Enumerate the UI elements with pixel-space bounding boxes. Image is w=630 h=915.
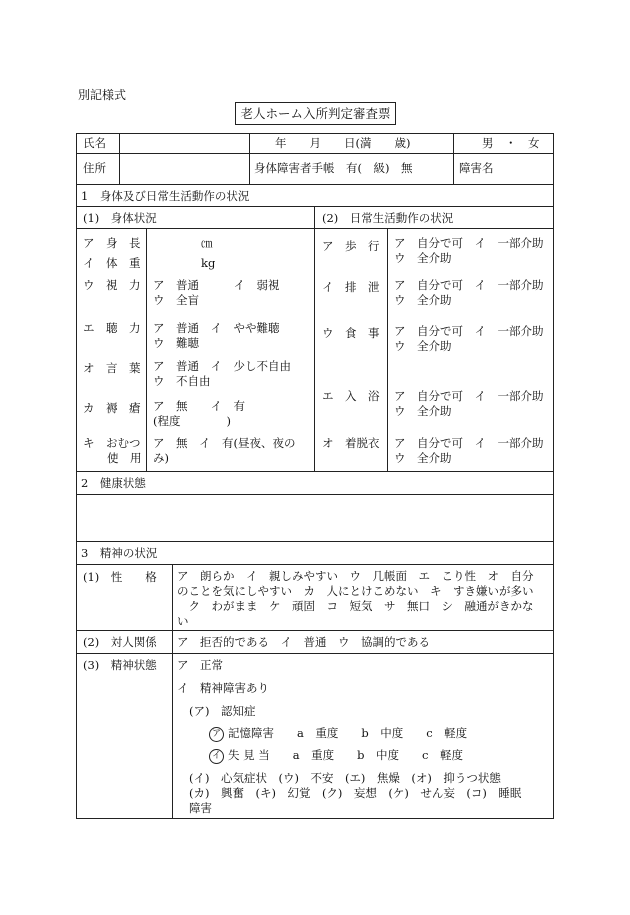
sex: 男 ・ 女: [482, 136, 540, 150]
disability-name-label: 障害名: [459, 161, 494, 175]
memory-impairment-text: 記憶障害 a 重度 b 中度 c 軽度: [228, 726, 468, 740]
rule: [77, 206, 553, 207]
daily-item-option: ア 自分で可 イ 一部介助: [394, 236, 544, 250]
daily-item-label: オ 着脱衣: [322, 436, 380, 450]
body-item-option: ア 普通 イ 弱視: [153, 278, 280, 292]
mental-disorder: イ 精神障害あり: [177, 681, 269, 695]
rule: [146, 228, 147, 471]
relation-value: ア 拒否的である イ 普通 ウ 協調的である: [177, 635, 430, 649]
body-item-option: ウ 不自由: [153, 374, 211, 388]
daily-item-option: ウ 全介助: [394, 404, 452, 418]
rule: [77, 564, 553, 565]
circled-a-icon: ア: [209, 727, 224, 742]
name-label: 氏名: [83, 136, 106, 150]
daily-item-option: ウ 全介助: [394, 339, 452, 353]
daily-item-label: ウ 食 事: [322, 326, 380, 340]
body-item-option: ウ 全盲: [153, 293, 199, 307]
rule: [453, 134, 454, 184]
daily-activity-title: (2) 日常生活動作の状況: [322, 211, 454, 225]
address-label: 住所: [83, 161, 106, 175]
relation-label: (2) 対人関係: [83, 635, 157, 649]
personality-line: ク わがまま ケ 頑固 コ 短気 サ 無口 シ 融通がきかな: [177, 599, 534, 613]
form-note: 別記様式: [78, 88, 127, 102]
personality-label: (1) 性 格: [83, 570, 157, 584]
body-item-option: ア 普通 イ やや難聴: [153, 321, 280, 335]
body-item-label: イ 体 重: [83, 256, 141, 270]
body-item-label: ウ 視 力: [83, 278, 141, 292]
section-title: 2 健康状態: [81, 476, 146, 490]
mental-symptoms: 障害: [189, 801, 212, 815]
body-item-label: カ 褥 瘡: [83, 401, 141, 415]
body-item-label: オ 言 葉: [83, 361, 141, 375]
disorientation-text: 失 見 当 a 重度 b 中度 c 軽度: [228, 748, 463, 762]
body-item-option: ウ 難聴: [153, 336, 199, 350]
body-item-option: (程度 ): [153, 414, 231, 428]
mental-symptoms: (カ) 興奮 (キ) 幻覚 (ク) 妄想 (ケ) せん妄 (コ) 睡眠: [189, 786, 522, 800]
birth-date: 年 月 日(満 歳): [275, 136, 411, 150]
rule: [77, 494, 553, 495]
disability-handbook: 身体障害者手帳 有( 級) 無: [254, 161, 413, 175]
body-item-label: キ おむつ: [83, 436, 141, 450]
rule: [77, 630, 553, 631]
body-item-option: ア 無 イ 有: [153, 399, 245, 413]
rule: [77, 653, 553, 654]
daily-item-option: ウ 全介助: [394, 451, 452, 465]
personality-line: い: [177, 614, 189, 628]
daily-item-option: ウ 全介助: [394, 293, 452, 307]
assessment-form: [76, 133, 554, 819]
daily-item-option: ア 自分で可 イ 一部介助: [394, 436, 544, 450]
section-title: 1 身体及び日常生活動作の状況: [81, 189, 250, 203]
body-item-value: ㎝: [201, 236, 213, 250]
personality-line: のことを気にしやすい カ 人にとけこめない キ すき嫌いが多い: [177, 584, 534, 598]
rule: [172, 564, 173, 819]
daily-item-label: ア 歩 行: [322, 239, 380, 253]
daily-item-label: エ 入 浴: [322, 389, 380, 403]
daily-item-option: ア 自分で可 イ 一部介助: [394, 278, 544, 292]
body-item-value: kg: [201, 256, 216, 270]
rule: [387, 228, 388, 471]
personality-line: ア 朗らか イ 親しみやすい ウ 几帳面 エ こり性 オ 自分: [177, 569, 534, 583]
daily-item-option: ウ 全介助: [394, 251, 452, 265]
circled-i-icon: イ: [209, 749, 224, 764]
body-item-label: エ 聴 力: [83, 321, 141, 335]
rule: [119, 134, 120, 184]
dementia-label: (ア) 認知症: [189, 704, 256, 718]
daily-item-option: ア 自分で可 イ 一部介助: [394, 389, 544, 403]
rule: [314, 206, 315, 471]
mental-normal: ア 正常: [177, 658, 223, 672]
body-item-option: み): [153, 451, 169, 465]
rule: [77, 184, 553, 185]
rule: [77, 471, 553, 472]
mental-symptoms: (イ) 心気症状 (ウ) 不安 (エ) 焦燥 (オ) 抑うつ状態: [189, 771, 501, 785]
body-condition-title: (1) 身体状況: [83, 211, 157, 225]
body-item-label: ア 身 長: [83, 236, 141, 250]
rule: [77, 153, 553, 154]
section-title: 3 精神の状況: [81, 546, 158, 560]
memory-impairment: [209, 726, 467, 742]
form-title: 老人ホーム入所判定審査票: [235, 102, 396, 125]
rule: [77, 541, 553, 542]
body-item-option: ア 無 イ 有(昼夜、夜の: [153, 436, 296, 450]
body-item-label: 使 用: [107, 451, 142, 465]
rule: [249, 134, 250, 184]
body-item-option: ア 普通 イ 少し不自由: [153, 359, 291, 373]
daily-item-option: ア 自分で可 イ 一部介助: [394, 324, 544, 338]
disorientation: [209, 748, 463, 764]
daily-item-label: イ 排 泄: [322, 280, 380, 294]
mental-state-label: (3) 精神状態: [83, 658, 157, 672]
rule: [77, 228, 553, 229]
